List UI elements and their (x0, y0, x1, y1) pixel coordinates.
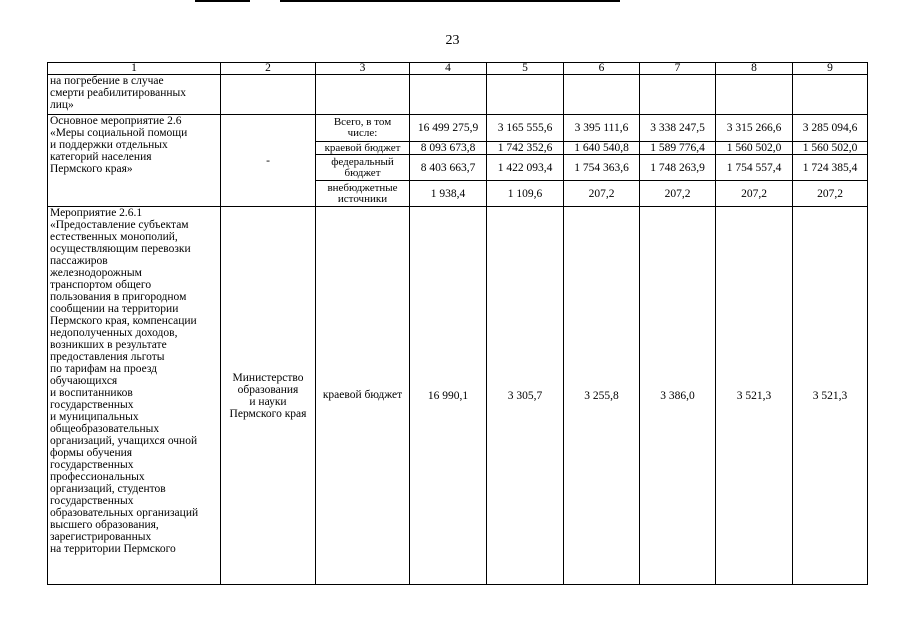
value-cell: 3 255,8 (564, 207, 640, 585)
column-header: 2 (221, 63, 316, 75)
value-cell: 1 754 363,6 (564, 155, 640, 181)
value-cell: 1 724 385,4 (793, 155, 868, 181)
empty-cell (410, 75, 487, 115)
value-cell: 1 589 776,4 (640, 142, 716, 155)
value-cell: 3 165 555,6 (487, 115, 564, 142)
column-header: 9 (793, 63, 868, 75)
empty-cell (716, 75, 793, 115)
continuation-row (48, 75, 868, 115)
continuation-text: на погребение в случае смерти реабилитированных лиц» (48, 75, 221, 115)
empty-cell (487, 75, 564, 115)
column-header: 3 (316, 63, 410, 75)
value-cell: 207,2 (716, 181, 793, 207)
value-cell: 1 109,6 (487, 181, 564, 207)
value-cell: 1 748 263,9 (640, 155, 716, 181)
top-rule-left (195, 0, 250, 2)
value-cell: 1 938,4 (410, 181, 487, 207)
column-header: 7 (640, 63, 716, 75)
value-cell: 1 560 502,0 (793, 142, 868, 155)
main-activity-title: Основное мероприятие 2.6 «Меры социальной помощи и поддержки отдельных категорий населения Пермского края» (48, 115, 221, 207)
value-cell: 1 742 352,6 (487, 142, 564, 155)
empty-cell (221, 75, 316, 115)
empty-cell (564, 75, 640, 115)
table-row (48, 207, 868, 585)
funding-source: Всего, в том числе: (316, 115, 410, 142)
value-cell: 3 386,0 (640, 207, 716, 585)
value-cell: 3 305,7 (487, 207, 564, 585)
top-rule-right (280, 0, 620, 2)
column-header: 1 (48, 63, 221, 75)
value-cell: 3 315 266,6 (716, 115, 793, 142)
value-cell: 16 990,1 (410, 207, 487, 585)
column-header: 8 (716, 63, 793, 75)
funding-source: внебюджетные источники (316, 181, 410, 207)
funding-source: федеральный бюджет (316, 155, 410, 181)
value-cell: 207,2 (640, 181, 716, 207)
empty-cell (316, 75, 410, 115)
value-cell: 207,2 (564, 181, 640, 207)
column-header: 6 (564, 63, 640, 75)
budget-table (47, 62, 868, 585)
empty-cell (640, 75, 716, 115)
column-header: 5 (487, 63, 564, 75)
column-header: 4 (410, 63, 487, 75)
value-cell: 1 640 540,8 (564, 142, 640, 155)
responsible-executor: Министерство образования и науки Пермского края (221, 207, 316, 585)
value-cell: 1 754 557,4 (716, 155, 793, 181)
responsible-executor: - (221, 115, 316, 207)
page-number: 23 (445, 33, 460, 48)
value-cell: 8 403 663,7 (410, 155, 487, 181)
value-cell: 3 395 111,6 (564, 115, 640, 142)
value-cell: 3 521,3 (716, 207, 793, 585)
value-cell: 1 560 502,0 (716, 142, 793, 155)
funding-source: краевой бюджет (316, 207, 410, 585)
value-cell: 3 521,3 (793, 207, 868, 585)
value-cell: 8 093 673,8 (410, 142, 487, 155)
funding-source: краевой бюджет (316, 142, 410, 155)
table-row (48, 115, 868, 142)
value-cell: 1 422 093,4 (487, 155, 564, 181)
column-number-row (48, 63, 868, 75)
value-cell: 16 499 275,9 (410, 115, 487, 142)
empty-cell (793, 75, 868, 115)
value-cell: 207,2 (793, 181, 868, 207)
activity-description: Мероприятие 2.6.1 «Предоставление субъектам естественных монополий, осуществляющим перевозки пассажиров железнодорожным транспортом общего пользования в пригородном сообщении на территории Пермского края, компенсации недополученных доходов, возникших в результате предоставления льготы по тарифам на проезд обучающихся и воспитанников государственных и муниципальных общеобразовательных организаций, учащихся очной формы обучения государственных профессиональных организаций, студентов государственных образовательных организаций высшего образования, зарегистрированных на территории Пермского (48, 207, 221, 585)
value-cell: 3 285 094,6 (793, 115, 868, 142)
value-cell: 3 338 247,5 (640, 115, 716, 142)
